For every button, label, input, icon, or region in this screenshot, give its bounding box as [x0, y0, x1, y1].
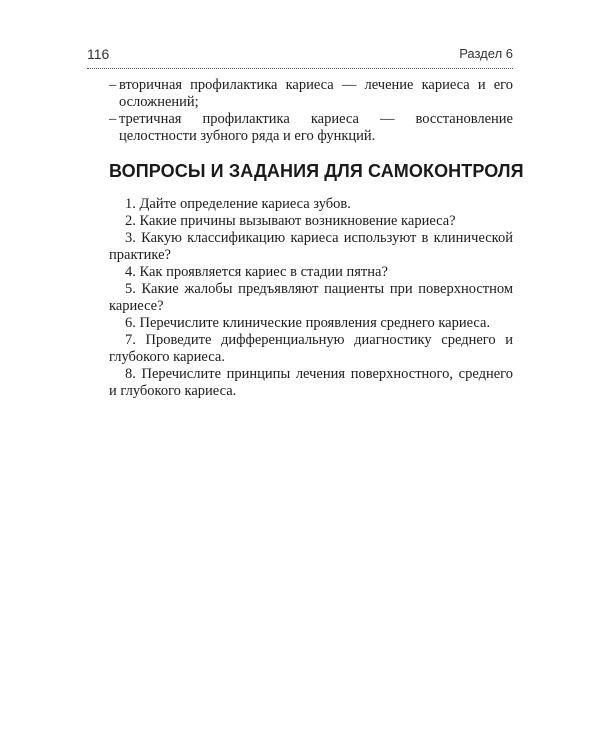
bullet-list	[109, 77, 513, 145]
question-item: 7. Проведите дифференциальную диагностику среднего и глубокого кариеса.	[109, 332, 513, 365]
page-number: 116	[87, 46, 110, 62]
dash-marker: –	[109, 111, 117, 127]
question-item: 1. Дайте определение кариеса зубов.	[125, 196, 351, 212]
question-item: 2. Какие причины вызывают возникновение кариеса?	[125, 213, 456, 229]
header-divider	[87, 68, 513, 69]
bullet-text: третичная профилактика кариеса — восстановление целостности зубного ряда и его функций.	[119, 111, 513, 144]
question-list	[109, 196, 513, 400]
question-item: 4. Как проявляется кариес в стадии пятна?	[125, 264, 388, 280]
section-heading: ВОПРОСЫ И ЗАДАНИЯ ДЛЯ САМОКОНТРОЛЯ	[109, 161, 524, 181]
question-item: 8. Перечислите принципы лечения поверхностного, среднего и глубокого кариеса.	[109, 366, 513, 399]
running-header	[87, 46, 513, 66]
bullet-item	[109, 77, 513, 111]
bullet-text: вторичная профилактика кариеса — лечение кариеса и его осложнений;	[119, 77, 513, 110]
section-label: Раздел 6	[459, 46, 513, 61]
question-item: 3. Какую классификацию кариеса используют в клинической практике?	[109, 230, 513, 263]
question-item: 6. Перечислите клинические проявления среднего кариеса.	[125, 315, 491, 331]
dash-marker: –	[109, 77, 117, 93]
bullet-item	[109, 111, 513, 145]
question-item: 5. Какие жалобы предъявляют пациенты при поверхностном кариесе?	[109, 281, 513, 314]
